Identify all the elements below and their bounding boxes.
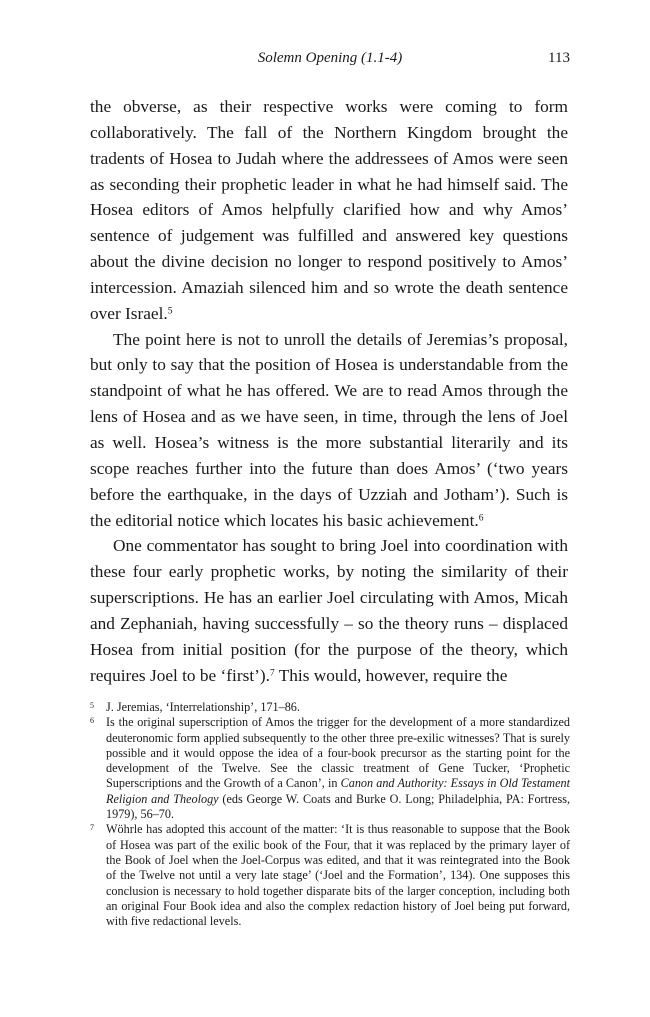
footnote-7 <box>90 822 570 929</box>
footnote-number: 6 <box>90 716 94 726</box>
paragraph-2 <box>90 327 568 534</box>
main-text <box>90 94 568 688</box>
footnote-text-end: (eds George W. Coats and Burke O. Long; Philadelphia, PA: Fortress, 1979), 56–70. <box>106 791 570 822</box>
footnote-ref-6: 6 <box>478 512 484 523</box>
paragraph-text: One commentator has sought to bring Joel into coordination with these four early prophetic works, by noting the similarity of their superscriptions. He has an earlier Joel circulating with Amos, Micah and Zephaniah, having successfully – so the theory runs – displaced Hosea from initial position (for the purpose of the theory, which requires Joel to be ‘first’). <box>90 536 568 685</box>
footnote-ref-5: 5 <box>167 306 173 317</box>
footnote-text: Is the original superscription of Amos the trigger for the development of a more standardized deuteronomic form applied subsequently to the other three pre-exilic witnesses? That is surely possible and it would oppose the idea of a four-book precursor as the starting point for the development of the Twelve. See the classic treatment of Gene Tucker, ‘Prophetic Superscriptions and the Growth of a Canon’, in <box>106 715 570 791</box>
paragraph-text: The point here is not to unroll the details of Jeremias’s proposal, but only to say that the position of Hosea is understandable from the standpoint of what he has offered. We are to read Amos through the lens of Hosea and as we have seen, in time, through the lens of Joel as well. Hosea’s witness is the more substantial literarily and its scope reaches further into the future than does Amos’ (‘two years before the earthquake, in the days of Uzziah and Jotham’). Such is the editorial notice which locates his basic achievement. <box>90 329 568 530</box>
footnote-text: Wöhrle has adopted this account of the matter: ‘It is thus reasonable to suppose that the Book of Hosea was part of the exilic book of the Four, that it was replaced by the primary layer of the Book of Joel when the Joel-Corpus was edited, and that it was reintegrated into the Book of the Twelve not until a very late stage’ (‘Joel and the Formation’, 134). One supposes this conclusion is necessary to hold together disparate bits of the larger conception, including both an original Four Book idea and also the complex redaction history of Joel being put forward, with five redactional levels. <box>106 822 570 929</box>
paragraph-1 <box>90 94 568 327</box>
footnote-number: 7 <box>90 823 94 833</box>
paragraph-text: the obverse, as their respective works were coming to form collaboratively. The fall of the Northern Kingdom brought the tradents of Hosea to Judah where the addressees of Amos were seen as seconding their prophetic leader in what he had himself said. The Hosea editors of Amos helpfully clarified how and why Amos’ sentence of judgement was fulfilled and answered key questions about the divine decision no longer to respond positively to Amos’ intercession. Amaziah silenced him and so wrote the death sentence over Israel. <box>90 97 568 323</box>
footnote-ref-7: 7 <box>269 667 275 678</box>
page-number: 113 <box>548 50 570 66</box>
footnote-number: 5 <box>90 701 94 710</box>
footnote-text: J. Jeremias, ‘Interrelationship’, 171–86. <box>106 700 300 714</box>
footnote-6 <box>90 715 570 822</box>
footnote-5 <box>90 700 570 715</box>
paragraph-3 <box>90 533 568 688</box>
running-header <box>90 50 570 74</box>
footnotes <box>90 700 570 929</box>
paragraph-text-tail: This would, however, require the <box>274 665 508 685</box>
footnote-book-title: Canon and Authority: Essays in Old Testament Religion and Theology <box>106 776 570 806</box>
running-title: Solemn Opening (1.1-4) <box>257 50 403 66</box>
